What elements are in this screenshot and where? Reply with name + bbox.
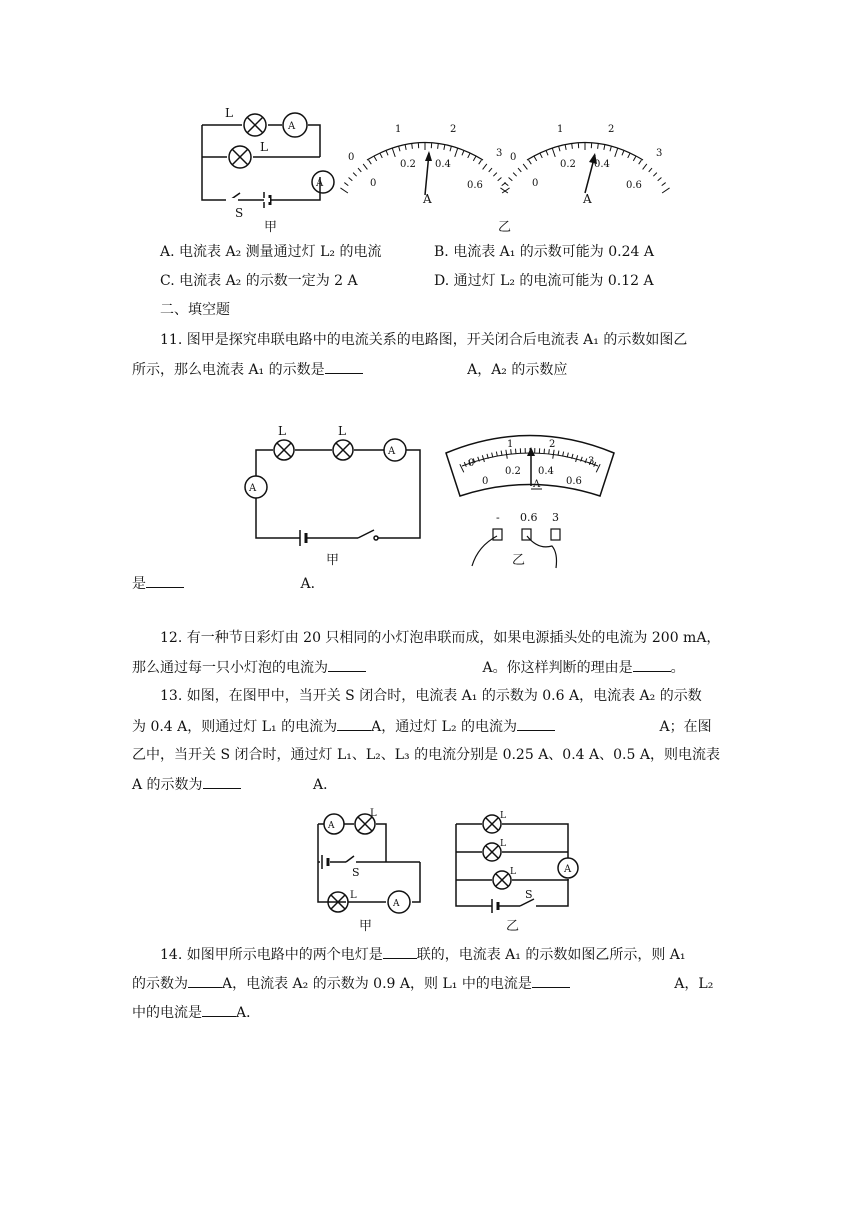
q11-line3: 是 A． (132, 573, 325, 594)
q11-figure (240, 418, 620, 570)
q12-blank2[interactable] (633, 657, 671, 672)
svg-text:S: S (352, 866, 360, 879)
q14-line3: 中的电流是 A． (132, 1002, 260, 1023)
svg-text:甲: 甲 (359, 919, 373, 934)
svg-text:L: L (338, 424, 346, 438)
label-a1: A (288, 121, 296, 132)
q13-figure (310, 806, 590, 936)
q12-blank1[interactable] (328, 657, 366, 672)
meter-a2 (500, 143, 669, 194)
svg-text:0: 0 (468, 458, 475, 469)
meter-a1 (340, 143, 509, 196)
svg-text:-: - (496, 511, 500, 524)
svg-text:0.2: 0.2 (400, 159, 416, 170)
section-heading: 二、填空题 (160, 302, 230, 318)
svg-text:0.2: 0.2 (560, 159, 576, 170)
option-b: B. 电流表 A₁ 的示数可能为 0.24 A (434, 244, 654, 260)
svg-text:乙: 乙 (506, 919, 520, 934)
q13-line4: A 的示数为 A． (132, 774, 337, 795)
q14-blank4[interactable] (202, 1002, 236, 1017)
svg-text:1: 1 (557, 124, 564, 135)
svg-text:A: A (249, 483, 257, 494)
svg-text:L: L (500, 839, 506, 849)
svg-text:3: 3 (552, 511, 559, 524)
svg-text:3: 3 (496, 148, 503, 159)
label-jia: 甲 (264, 220, 278, 235)
q14-line2: 的示数为 A，电流表 A₂ 的示数为 0.9 A，则 L₁ 中的电流是 A，L₂ (132, 973, 713, 994)
svg-text:A: A (328, 821, 335, 831)
svg-text:A: A (564, 864, 572, 875)
q13-blank3[interactable] (203, 774, 241, 789)
svg-text:0: 0 (510, 152, 517, 163)
q11-blank1[interactable] (325, 359, 363, 374)
q13-blank2[interactable] (517, 716, 555, 731)
svg-text:0.6: 0.6 (520, 511, 538, 524)
svg-text:L: L (370, 808, 377, 819)
meter-a2-label: A (583, 192, 592, 206)
q14-blank1[interactable] (383, 944, 417, 959)
q12-line1: 12. 有一种节日彩灯由 20 只相同的小灯泡串联而成，如果电源插头处的电流为 200 mA， (160, 630, 721, 646)
svg-text:0: 0 (482, 476, 489, 487)
svg-text:0.4: 0.4 (538, 466, 554, 477)
svg-text:1: 1 (507, 439, 514, 450)
option-a: A. 电流表 A₂ 测量通过灯 L₂ 的电流 (160, 244, 382, 260)
top-figure (180, 100, 680, 240)
q14-blank2[interactable] (188, 973, 222, 988)
svg-text:A: A (533, 479, 541, 490)
svg-text:3: 3 (656, 148, 663, 159)
svg-text:L: L (350, 890, 357, 901)
label-yi: 乙 (498, 220, 512, 235)
svg-text:0.2: 0.2 (505, 466, 521, 477)
svg-text:L: L (278, 424, 286, 438)
svg-text:0: 0 (370, 178, 377, 189)
q13-line1: 13. 如图，在图甲中，当开关 S 闭合时，电流表 A₁ 的示数为 0.6 A，电流表 A₂ 的示数 (160, 688, 702, 704)
q14-line1: 14. 如图甲所示电路中的两个电灯是 联的，电流表 A₁ 的示数如图乙所示，则 A₁ (160, 944, 686, 965)
svg-text:0.4: 0.4 (594, 159, 610, 170)
svg-text:2: 2 (450, 124, 457, 135)
q11-line2: 所示，那么电流表 A₁ 的示数是 A，A₂ 的示数应 (132, 359, 567, 380)
q13-line3: 乙中，当开关 S 闭合时，通过灯 L₁、L₂、L₃ 的电流分别是 0.25 A、0.4 A、0.5 A，则电流表 (132, 747, 720, 763)
label-s: S (235, 206, 244, 220)
q11-line1: 11. 图甲是探究串联电路中的电流关系的电路图，开关闭合后电流表 A₁ 的示数如图乙 (160, 332, 688, 348)
svg-text:A: A (388, 446, 396, 457)
svg-text:0.4: 0.4 (435, 159, 451, 170)
svg-text:乙: 乙 (512, 553, 526, 568)
label-a2: A (316, 178, 324, 189)
svg-text:3: 3 (588, 456, 595, 467)
svg-text:1: 1 (395, 124, 402, 135)
svg-text:2: 2 (608, 124, 615, 135)
q12-line2: 那么通过每一只小灯泡的电流为 A。你这样判断的理由是 。 (132, 657, 685, 678)
q13-blank1[interactable] (337, 716, 371, 731)
svg-text:2: 2 (549, 439, 556, 450)
svg-text:0: 0 (348, 152, 355, 163)
label-l2: L (260, 140, 268, 154)
circuit-jia (202, 113, 334, 200)
option-d: D. 通过灯 L₂ 的电流可能为 0.12 A (434, 273, 654, 289)
q13-line2: 为 0.4 A，则通过灯 L₁ 的电流为 A，通过灯 L₂ 的电流为 A；在图 (132, 716, 712, 737)
svg-text:L: L (500, 811, 506, 821)
svg-text:甲: 甲 (326, 553, 340, 568)
option-c: C. 电流表 A₂ 的示数一定为 2 A (160, 273, 358, 289)
svg-text:0.6: 0.6 (467, 180, 483, 191)
q14-blank3[interactable] (532, 973, 570, 988)
label-l1: L (225, 106, 233, 120)
q11-blank2[interactable] (146, 573, 184, 588)
svg-text:0.6: 0.6 (566, 476, 582, 487)
svg-text:A: A (393, 899, 400, 909)
meter-a1-label: A (423, 192, 432, 206)
svg-text:L: L (510, 867, 516, 877)
svg-text:0: 0 (532, 178, 539, 189)
svg-text:S: S (525, 888, 533, 901)
svg-text:0.6: 0.6 (626, 180, 642, 191)
